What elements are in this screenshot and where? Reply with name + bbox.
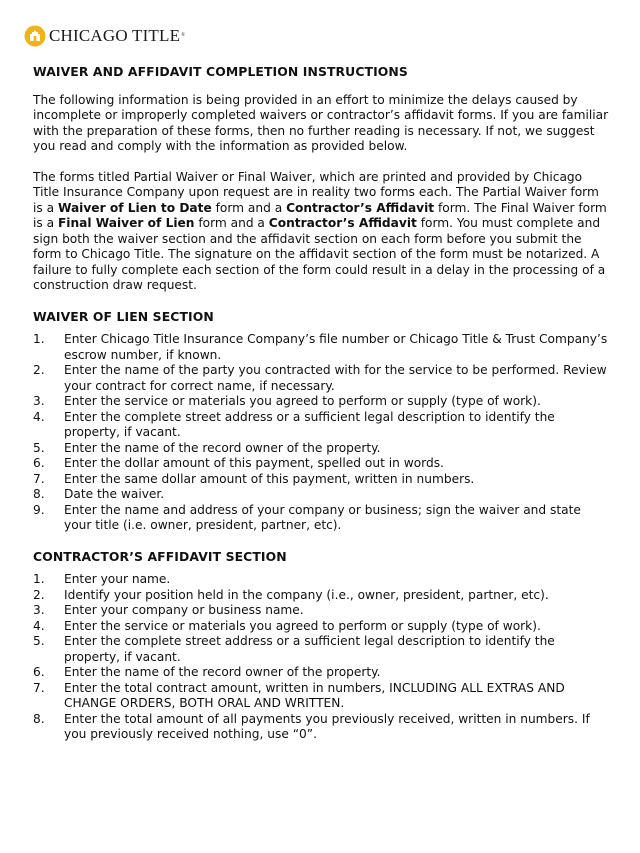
list-item: 6. Enter the dollar amount of this payment, spelled out in words. bbox=[33, 456, 444, 470]
waiver-instructions-list bbox=[33, 332, 611, 534]
chicago-title-logo bbox=[24, 24, 185, 48]
list-item: 1. Enter Chicago Title Insurance Company’s file number or Chicago Title & Trust Company’s escrow number, if known. bbox=[33, 332, 608, 362]
list-item: 8. Enter the total amount of all payments you previously received, written in numbers. If you previously received nothing, use “0”. bbox=[33, 711, 590, 741]
forms-paragraph: The forms titled Partial Waiver or Final Waiver, which are printed and provided by Chicago Title Insurance Company upon request are in reality two forms each. The Partial Waiver form is a Waiver of Lien to Date form and a Contractor’s Affidavit form. The Final Waiver form is a Final Waiver of Lien form and a Contractor’s Affidavit form. You must complete and sign both the waiver section and the affidavit section on each form before you submit the form to Chicago Title. The signature on the affidavit section of the form must be notarized. A failure to fully complete each section of the form could result in a delay in the processing of a construction draw request. bbox=[33, 169, 607, 292]
list-item: 7. Enter the total contract amount, written in numbers, INCLUDING ALL EXTRAS AND CHANGE ORDERS, BOTH ORAL AND WRITTEN. bbox=[33, 680, 565, 710]
contractors-affidavit-term: Contractor’s Affidavit bbox=[286, 200, 435, 215]
list-item: 6. Enter the name of the record owner of the property. bbox=[33, 665, 381, 679]
affidavit-section-heading: CONTRACTOR’S AFFIDAVIT SECTION bbox=[33, 548, 287, 564]
list-item: 2. Enter the name of the party you contracted with for the service to be performed. Review your contract for correct name, if necessary. bbox=[33, 363, 607, 393]
intro-paragraph: The following information is being provided in an effort to minimize the delays caused by incomplete or improperly completed waivers or contractor’s affidavit forms. If you are familiar with the preparation of these forms, then no further reading is necessary. If not, we suggest you read and comply with the information as provided below. bbox=[33, 92, 609, 153]
list-item: 4. Enter the complete street address or a sufficient legal description to identify the property, if vacant. bbox=[33, 409, 555, 439]
list-item: 4. Enter the service or materials you agreed to perform or supply (type of work). bbox=[33, 618, 541, 633]
list-item: 3. Enter the service or materials you agreed to perform or supply (type of work). bbox=[33, 394, 541, 408]
list-item: 5. Enter the complete street address or a sufficient legal description to identify the property, if vacant. bbox=[33, 634, 555, 664]
list-item: 2. Identify your position held in the company (i.e., owner, president, partner, etc). bbox=[33, 587, 549, 602]
brand-name: CHICAGO TITLE® bbox=[49, 26, 186, 45]
list-item: 8. Date the waiver. bbox=[33, 487, 165, 501]
list-item: 7. Enter the same dollar amount of this payment, written in numbers. bbox=[33, 471, 475, 486]
affidavit-instructions-list bbox=[33, 572, 611, 743]
document-body bbox=[33, 64, 611, 743]
list-item: 1. Enter your name. bbox=[33, 572, 171, 586]
list-item: 5. Enter the name of the record owner of the property. bbox=[33, 440, 381, 455]
list-item: 9. Enter the name and address of your company or business; sign the waiver and state your title (i.e. owner, president, partner, etc). bbox=[33, 502, 581, 532]
chicago-title-building-icon bbox=[24, 25, 46, 47]
contractors-affidavit-term-2: Contractor’s Affidavit bbox=[268, 216, 417, 230]
waiver-section-heading: WAIVER OF LIEN SECTION bbox=[33, 308, 214, 324]
waiver-to-date-term: Waiver of Lien to Date bbox=[57, 200, 212, 215]
final-waiver-term: Final Waiver of Lien bbox=[57, 216, 195, 230]
page-title: WAIVER AND AFFIDAVIT COMPLETION INSTRUCTIONS bbox=[33, 64, 408, 79]
list-item: 3. Enter your company or business name. bbox=[33, 603, 304, 617]
